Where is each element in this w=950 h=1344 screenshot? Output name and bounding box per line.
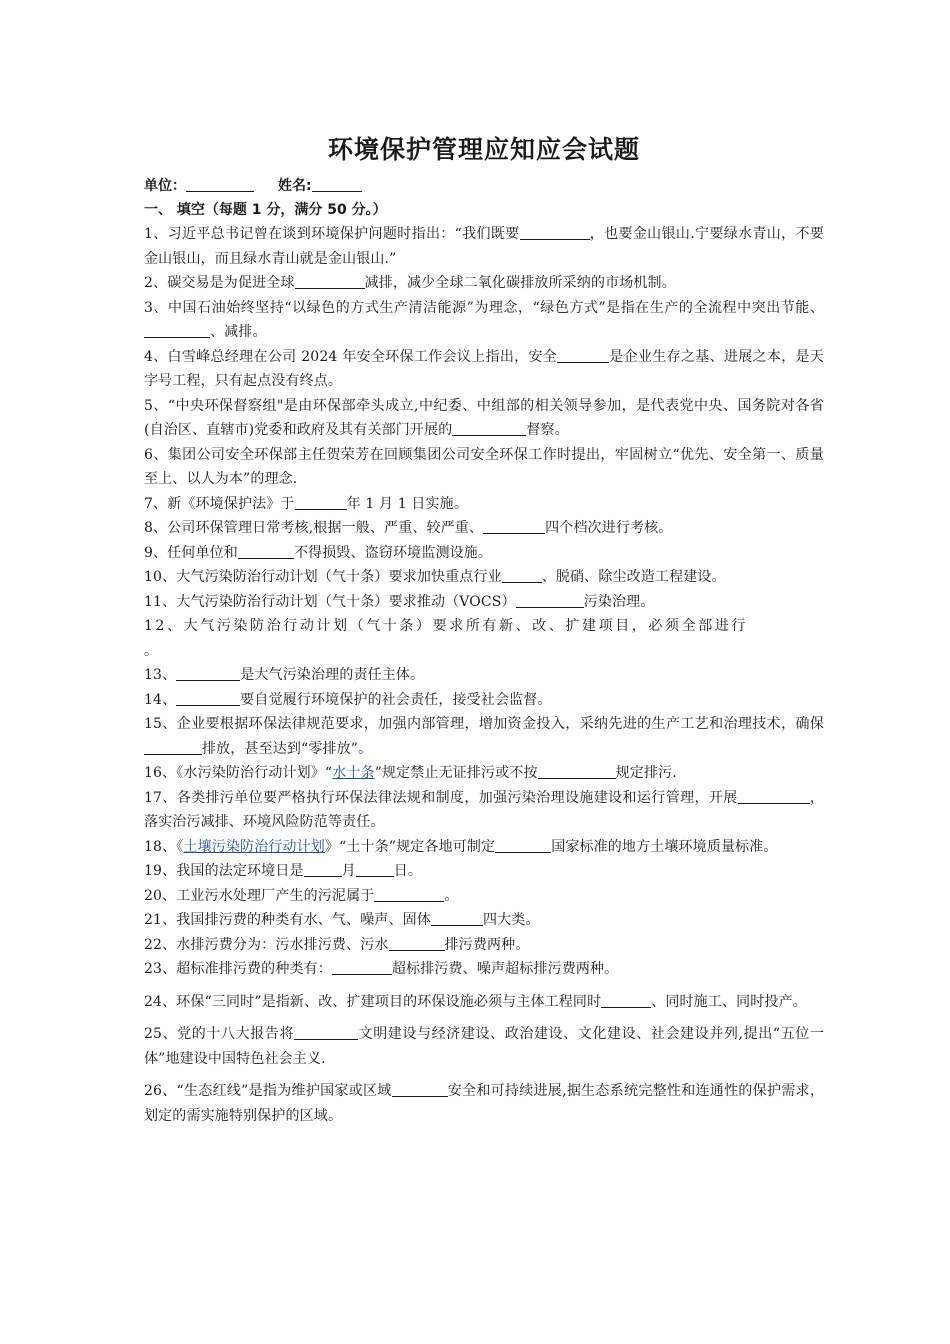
answer-blank[interactable] (144, 322, 210, 338)
page-title: 环境保护管理应知应会试题 (327, 135, 640, 164)
answer-blank[interactable] (538, 763, 616, 779)
answer-blank[interactable] (738, 788, 810, 804)
question-21: 21、我国排污费的种类有水、气、噪声、固体 四大类。 (144, 912, 540, 928)
answer-blank[interactable] (483, 518, 545, 534)
answer-blank[interactable] (304, 861, 342, 877)
question-14: 14、 要自觉履行环境保护的社会责任，接受社会监督。 (144, 691, 552, 708)
question-9: 9、任何单位和 不得损毁、盗窃环境监测设施。 (144, 544, 493, 561)
question-7: 7、新《环境保护法》于 年 1 月 1 日实施。 (144, 495, 468, 512)
question-15: 15、企业要根据环保法律规范要求，加强内部管理，增加资金投入，采纳先进的生产工艺和治理技术，确保排放，甚至达到“零排放”。 (144, 716, 824, 757)
answer-blank[interactable] (332, 959, 392, 975)
question-22: 22、水排污费分为：污水排污费、污水 排污费两种。 (144, 936, 530, 953)
section-heading: 一、 填空（每题 1 分，满分 50 分。） (144, 202, 387, 218)
answer-blank[interactable] (601, 992, 651, 1008)
question-24: 24、环保“三同时”是指新、改、扩建项目的环保设施必须与主体工程同时 、同时施工、同时投产。 (144, 993, 807, 1010)
question-26: 26、“生态红线”是指为维护国家或区域 安全和可持续进展,据生态系统完整性和连通性的保护需求，划定的需实施特别保护的区域。 (144, 1083, 825, 1124)
unit-label: 单位： (144, 178, 186, 194)
answer-blank[interactable] (392, 1081, 448, 1097)
answer-blank[interactable] (557, 347, 609, 363)
answer-blank[interactable] (144, 739, 202, 755)
document-page (144, 130, 824, 1128)
question-3: 3、中国石油始终坚持“以绿色的方式生产清洁能源”为理念，“绿色方式”是指在生产的全流程中突出节能、、减排。 (144, 299, 824, 340)
answer-blank[interactable] (295, 494, 347, 510)
answer-blank[interactable] (389, 935, 445, 951)
shui-shi-tiao-link[interactable]: 水十条 (332, 765, 375, 781)
header-fields (144, 174, 824, 198)
question-10: 10、大气污染防治行动计划（气十条）要求加快重点行业 、脱硝、除尘改造工程建设。 (144, 569, 726, 585)
answer-blank[interactable] (502, 567, 542, 583)
answer-blank[interactable] (294, 1024, 358, 1040)
answer-blank[interactable] (176, 665, 240, 681)
answer-blank[interactable] (452, 420, 526, 436)
answer-blank[interactable] (520, 224, 590, 240)
answer-blank[interactable] (238, 543, 294, 559)
question-18: 18、《土壤污染防治行动计划》“土十条”规定各地可制定 国家标准的地方土壤环境质量标准。 (144, 838, 778, 855)
question-5: 5、“中央环保督察组"是由环保部牵头成立,中纪委、中组部的相关领导参加，是代表党中央、国务院对各省(自治区、直辖市)党委和政府及其有关部门开展的 督察。 (144, 397, 824, 438)
answer-blank[interactable] (295, 273, 365, 289)
soil-plan-link[interactable]: 土壤污染防治行动计划 (183, 838, 325, 855)
answer-blank[interactable] (431, 910, 483, 926)
question-23: 23、超标准排污费的种类有： 超标排污费、噪声超标排污费两种。 (144, 961, 619, 977)
question-13: 13、 是大气污染治理的责任主体。 (144, 667, 425, 683)
question-25: 25、党的十八大报告将 文明建设与经济建设、政治建设、文化建设、社会建设并列,提出“五位一体”地建设中国特色社会主义. (144, 1026, 824, 1067)
answer-blank[interactable] (374, 886, 444, 902)
question-17: 17、各类排污单位要严格执行环保法律法规和制度，加强污染治理设施建设和运行管理，开展 ，落实治污减排、环境风险防范等责任。 (144, 789, 824, 830)
unit-blank[interactable] (186, 175, 254, 192)
question-20: 20、工业污水处理厂产生的污泥属于 。 (144, 887, 459, 904)
question-19: 19、我国的法定环境日是 月 日。 (144, 863, 423, 879)
question-8: 8、公司环保管理日常考核,根据一般、严重、较严重、 四个档次进行考核。 (144, 520, 673, 536)
name-blank[interactable] (312, 175, 362, 192)
question-11: 11、大气污染防治行动计划（气十条）要求推动（VOCS） 污染治理。 (144, 593, 655, 610)
answer-blank[interactable] (356, 861, 394, 877)
question-1: 1、习近平总书记曾在谈到环境保护问题时指出：“我们既要 ，也要金山银山.宁要绿水青山，不要金山银山，而且绿水青山就是金山银山.” (144, 226, 824, 267)
question-6: 6、集团公司安全环保部主任贺荣芳在回顾集团公司安全环保工作时提出，牢固树立“优先、安全第一、质量至上、以人为本”的理念. (144, 446, 824, 487)
question-2: 2、碳交易是为促进全球 减排，减少全球二氧化碳排放所采纳的市场机制。 (144, 275, 676, 291)
answer-blank[interactable] (176, 690, 240, 706)
answer-blank[interactable] (495, 837, 551, 853)
name-label: 姓名: (278, 178, 312, 194)
question-16: 16、《水污染防治行动计划》“水十条”规定禁止无证排污或不按 规定排污. (144, 765, 677, 781)
answer-blank[interactable] (516, 592, 584, 608)
question-12: 12、大气污染防治行动计划（气十条）要求所有新、改、扩建项目，必须全部进行 。 (144, 618, 749, 659)
question-4: 4、白雪峰总经理在公司 2024 年安全环保工作会议上指出，安全 是企业生存之基、进展之本，是天字号工程，只有起点没有终点。 (144, 348, 824, 389)
